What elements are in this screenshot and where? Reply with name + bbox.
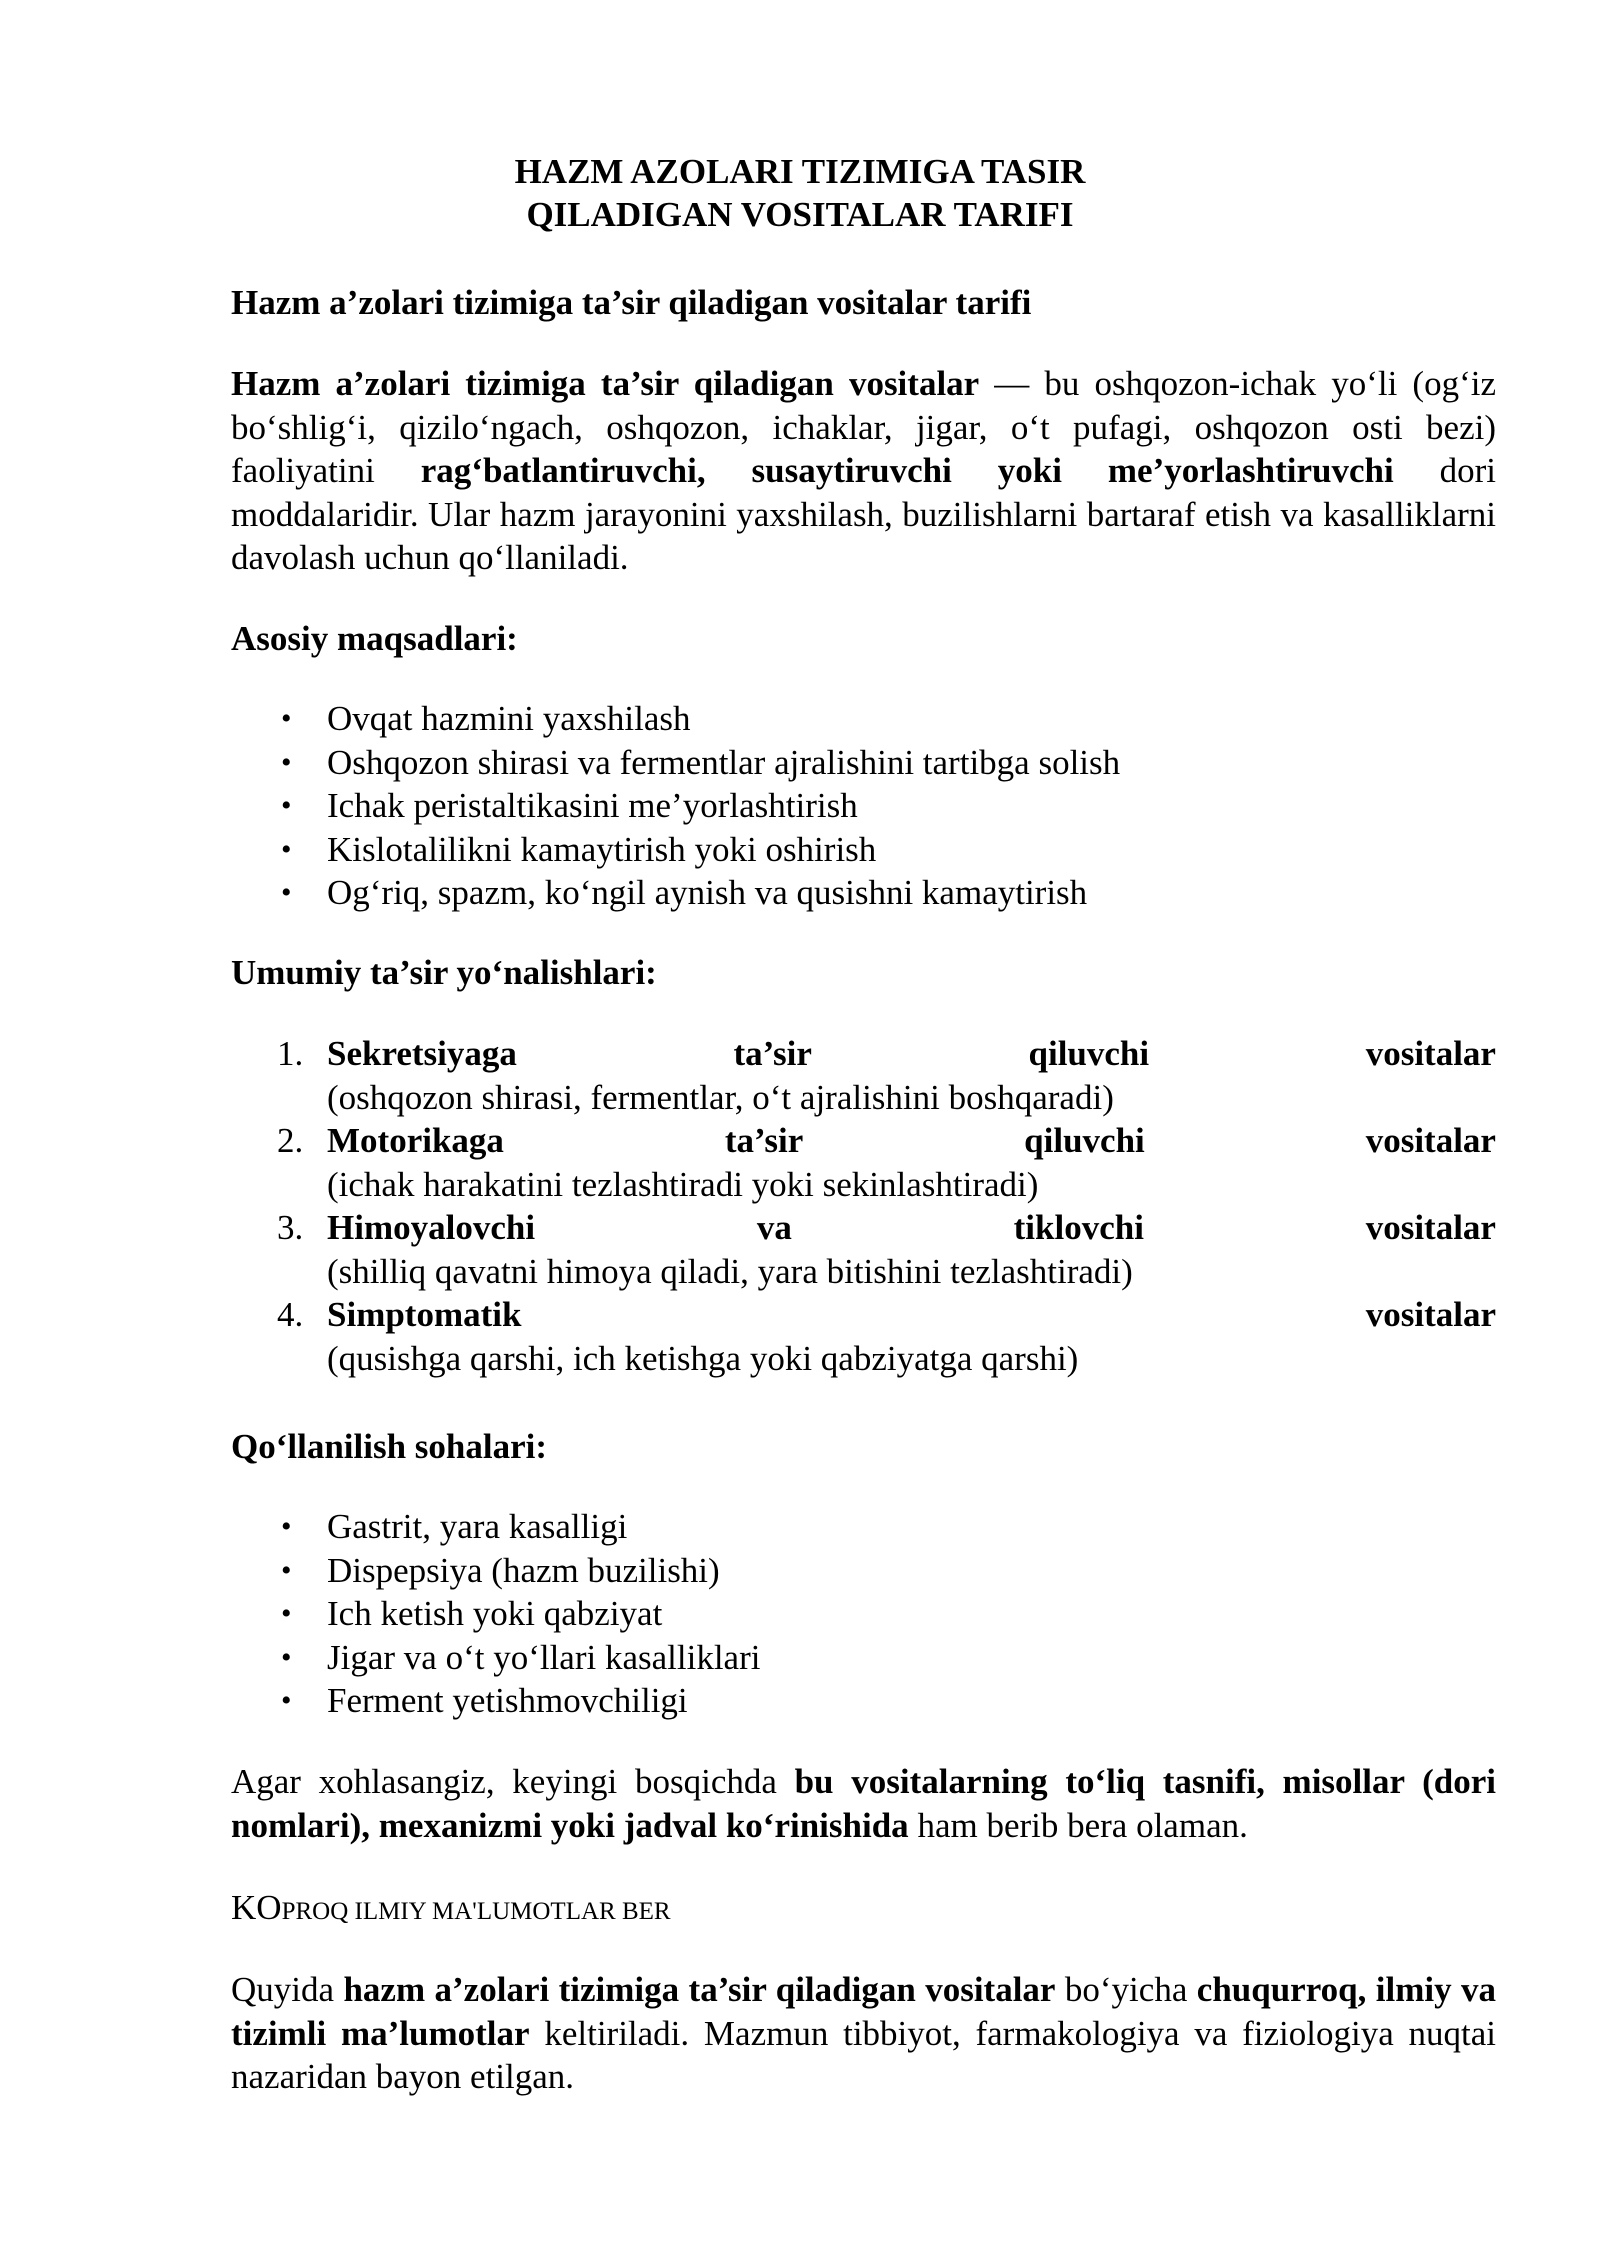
- direction-title: [327, 1032, 1496, 1076]
- request-line: [231, 1886, 671, 1934]
- goals-heading: Asosiy maqsadlari:: [231, 619, 518, 658]
- direction-word: ta’sir: [724, 1121, 804, 1160]
- direction-title: [327, 1119, 1496, 1163]
- closing-bold-1: hazm a’zolari tizimiga ta’sir qiladigan vositalar: [343, 1970, 1056, 2009]
- request-big: KO: [231, 1888, 282, 1927]
- direction-item: [231, 1119, 1496, 1206]
- direction-word: Sekretsiyaga: [327, 1034, 517, 1073]
- direction-word: va: [756, 1208, 792, 1247]
- request-small: PROQ ILMIY MA'LUMOTLAR BER: [281, 1898, 671, 1925]
- list-item: • Ferment yetishmovchiligi: [231, 1679, 760, 1723]
- intro-text-1: — bu oshqozon-ichak yo‘li (og‘iz bo‘shlig‘i, qizilo‘ngach, oshqozon, ichaklar, jigar, o‘t pufagi, oshqozon osti bezi) faoliyatini: [231, 364, 1496, 490]
- closing-text-1: Quyida: [231, 1970, 344, 2009]
- closing-bold-2: chuqurroq, ilmiy va tizimli ma’lumotlar: [231, 1970, 1496, 2053]
- direction-word: qiluvchi: [1024, 1121, 1145, 1160]
- offer-text-1: Agar xohlasangiz, keyingi bosqichda: [231, 1762, 795, 1801]
- intro-paragraph: [231, 362, 1496, 580]
- direction-detail: (qusishga qarshi, ich ketishga yoki qabziyatga qarshi): [327, 1338, 1079, 1378]
- list-item: • Jigar va o‘t yo‘llari kasalliklari: [231, 1636, 760, 1680]
- intro-text-2: dori moddalaridir. Ular hazm jarayonini yaxshilash, buzilishlarni bartaraf etish va kasalliklarni davolash uchun qo‘llaniladi.: [231, 451, 1496, 577]
- list-item: • Dispepsiya (hazm buzilishi): [231, 1549, 760, 1593]
- directions-list: [231, 1032, 1496, 1380]
- intro-bold-start: Hazm a’zolari tizimiga ta’sir qiladigan vositalar: [231, 364, 980, 403]
- document-title: [0, 150, 1600, 236]
- list-item: • Ich ketish yoki qabziyat: [231, 1592, 760, 1636]
- list-item: • Gastrit, yara kasalligi: [231, 1505, 760, 1549]
- list-item: • Og‘riq, spazm, ko‘ngil aynish va qusishni kamaytirish: [231, 871, 1120, 915]
- intro-bold-mid: rag‘batlantiruvchi, susaytiruvchi yoki me’yorlashtiruvchi: [420, 451, 1394, 490]
- list-item: • Ichak peristaltikasini me’yorlashtirish: [231, 784, 1120, 828]
- closing-text-3: keltiriladi. Mazmun tibbiyot, farmakologiya va fiziologiya nuqtai nazaridan bayon etilgan.: [231, 2013, 1497, 2096]
- direction-word: vositalar: [1365, 1034, 1496, 1073]
- direction-word: Simptomatik: [327, 1295, 522, 1334]
- direction-title: [327, 1206, 1496, 1250]
- list-item: • Kislotalilikni kamaytirish yoki oshirish: [231, 828, 1120, 872]
- direction-word: vositalar: [1365, 1208, 1496, 1247]
- direction-detail: (ichak harakatini tezlashtiradi yoki sekinlashtiradi): [327, 1164, 1039, 1204]
- areas-heading: Qo‘llanilish sohalari:: [231, 1427, 548, 1466]
- offer-bold: bu vositalarning to‘liq tasnifi, misollar (dori nomlari), mexanizmi yoki jadval ko‘rinishida: [231, 1762, 1496, 1845]
- direction-item: [231, 1206, 1496, 1293]
- direction-word: vositalar: [1365, 1121, 1496, 1160]
- direction-number: 4.: [277, 1295, 304, 1334]
- closing-text-2: bo‘yicha: [1055, 1970, 1197, 2009]
- offer-text-2: ham berib bera olaman.: [908, 1805, 1248, 1845]
- direction-item: [231, 1032, 1496, 1119]
- offer-paragraph: [231, 1760, 1496, 1847]
- title-line-1: HAZM AZOLARI TIZIMIGA TASIR: [514, 152, 1086, 191]
- direction-number: 3.: [277, 1208, 304, 1247]
- direction-word: ta’sir: [733, 1034, 812, 1073]
- list-item: • Ovqat hazmini yaxshilash: [231, 697, 1120, 741]
- closing-paragraph: [231, 1968, 1496, 2099]
- direction-word: Himoyalovchi: [327, 1208, 536, 1247]
- direction-title: [327, 1293, 1496, 1337]
- direction-number: 2.: [277, 1121, 304, 1160]
- list-item: • Oshqozon shirasi va fermentlar ajralishini tartibga solish: [231, 741, 1120, 785]
- section-heading: Hazm a’zolari tizimiga ta’sir qiladigan vositalar tarifi: [231, 283, 1032, 322]
- direction-word: vositalar: [1365, 1295, 1496, 1334]
- directions-heading: Umumiy ta’sir yo‘nalishlari:: [231, 953, 657, 992]
- direction-word: Motorikaga: [327, 1121, 504, 1160]
- direction-word: tiklovchi: [1013, 1208, 1144, 1247]
- areas-list: [231, 1505, 760, 1723]
- title-line-2: QILADIGAN VOSITALAR TARIFI: [526, 195, 1074, 234]
- direction-detail: (oshqozon shirasi, fermentlar, o‘t ajralishini boshqaradi): [327, 1077, 1114, 1117]
- goals-list: [231, 697, 1120, 915]
- direction-word: qiluvchi: [1028, 1034, 1150, 1073]
- direction-detail: (shilliq qavatni himoya qiladi, yara bitishini tezlashtiradi): [327, 1251, 1133, 1291]
- direction-number: 1.: [277, 1034, 304, 1073]
- direction-item: [231, 1293, 1496, 1380]
